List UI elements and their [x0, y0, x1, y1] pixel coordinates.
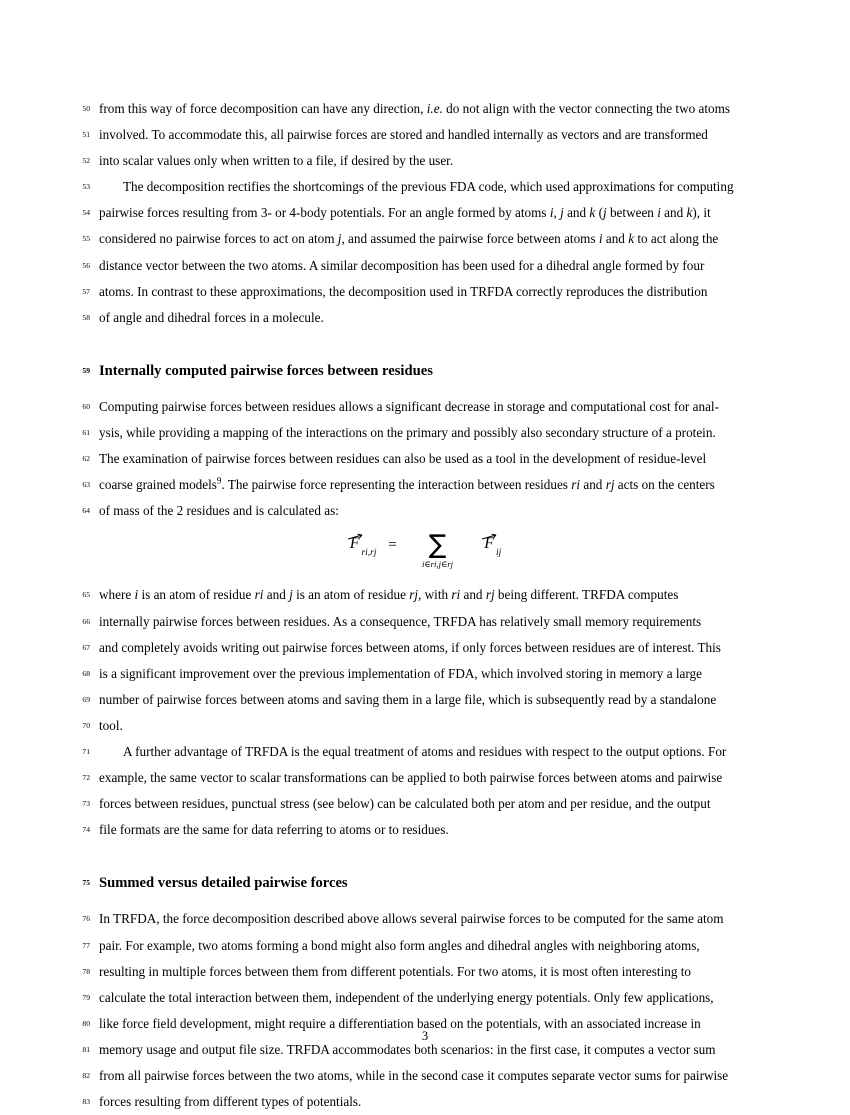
- line-text: of angle and dihedral forces in a molecule.: [99, 309, 324, 325]
- paragraph-block-section1: [82, 394, 750, 524]
- section-heading-2: [82, 870, 750, 896]
- equation-block: [99, 524, 750, 582]
- line-text: number of pairwise forces between atoms and saving them in a large file, which is subsequently read by a standalone: [99, 691, 717, 707]
- paragraph-block-intro: [82, 96, 750, 331]
- text-line: [82, 305, 750, 331]
- text-line: [82, 582, 750, 608]
- text-line: [82, 394, 750, 420]
- text-line: [82, 200, 750, 226]
- line-number: 56: [82, 260, 90, 270]
- line-number: 64: [82, 506, 90, 516]
- text-line: [82, 739, 750, 765]
- text-line: [82, 446, 750, 472]
- citation-marker[interactable]: 9: [216, 475, 222, 486]
- text-line: [82, 985, 750, 1011]
- summation-icon: ∑: [428, 530, 447, 561]
- spacer: [99, 331, 750, 358]
- line-text: A further advantage of TRFDA is the equal treatment of atoms and residues with respect to the output options. For: [123, 743, 727, 759]
- line-text: tool.: [99, 717, 123, 733]
- line-number: 82: [82, 1071, 90, 1080]
- line-number: 53: [82, 182, 90, 192]
- text-line: [82, 791, 750, 817]
- equation-rhs-subscript: ij: [496, 548, 502, 559]
- text-line: [82, 1063, 750, 1089]
- line-text: forces resulting from different types of potentials.: [99, 1094, 362, 1110]
- line-text: ysis, while providing a mapping of the interactions on the primary and possibly also secondary structure of a protein.: [99, 425, 716, 441]
- spacer: [99, 843, 750, 870]
- line-number: 69: [82, 694, 90, 704]
- line-number: 51: [82, 130, 90, 140]
- text-line: [82, 226, 750, 252]
- page-content: [82, 96, 750, 1115]
- line-number: 59: [82, 365, 90, 375]
- vector-arrow-icon: [482, 528, 498, 536]
- line-text: involved. To accommodate this, all pairwise forces are stored and handled internally as vectors and are transformed: [99, 127, 708, 143]
- line-number: 76: [82, 914, 90, 924]
- equation-rhs: [469, 535, 502, 559]
- line-number: 50: [82, 104, 90, 113]
- line-number: 60: [82, 401, 90, 411]
- section-heading-1: [82, 358, 750, 384]
- line-number: 71: [82, 746, 90, 756]
- line-text: The examination of pairwise forces between residues can also be used as a tool in the development of residue-level: [99, 451, 707, 467]
- line-number: 83: [82, 1097, 90, 1107]
- line-number: 65: [82, 590, 90, 600]
- line-number: 52: [82, 156, 90, 166]
- line-text: pairwise forces resulting from 3- or 4-body potentials. For an angle formed by atoms i, j and k (j between i and k), it: [99, 205, 711, 221]
- text-line: [82, 817, 750, 843]
- text-line: [82, 933, 750, 959]
- text-line: [82, 498, 750, 524]
- text-line: [82, 906, 750, 932]
- line-text: file formats are the same for data referring to atoms or to residues.: [99, 822, 449, 838]
- line-number: 58: [82, 312, 90, 322]
- line-text: example, the same vector to scalar transformations can be applied to both pairwise forces between atoms and pairwise: [99, 770, 723, 786]
- line-number: 80: [82, 1018, 90, 1028]
- vector-F-lhs: [349, 535, 361, 553]
- line-text: pair. For example, two atoms forming a bond might also form angles and dihedral angles with neighboring atoms,: [99, 937, 700, 953]
- line-text: In TRFDA, the force decomposition described above allows several pairwise forces to be computed for the same atom: [99, 911, 724, 927]
- text-line: [82, 1089, 750, 1115]
- line-number: 68: [82, 668, 90, 678]
- paragraph-block-section2: [82, 906, 750, 1115]
- line-number: 61: [82, 428, 90, 438]
- line-text: atoms. In contrast to these approximations, the decomposition used in TRFDA correctly reproduces the distribution: [99, 283, 708, 299]
- line-text: Computing pairwise forces between residues allows a significant decrease in storage and computational cost for anal-: [99, 398, 719, 414]
- text-line: [82, 609, 750, 635]
- text-line: [82, 765, 750, 791]
- summation-block: [410, 530, 466, 570]
- equation-formula: [349, 530, 502, 570]
- line-text: like force field development, might require a differentiation based on the potentials, with an associated increase in: [99, 1015, 701, 1031]
- line-number: 78: [82, 966, 90, 976]
- spacer: [99, 896, 750, 906]
- text-line: [82, 96, 750, 122]
- line-number: 57: [82, 286, 90, 296]
- text-line: [82, 687, 750, 713]
- paragraph-block-section1-after: [82, 582, 750, 843]
- section-heading-2-text: Summed versus detailed pairwise forces: [99, 875, 348, 892]
- text-line: [82, 122, 750, 148]
- line-number: 66: [82, 616, 90, 626]
- line-number: 72: [82, 773, 90, 783]
- line-number: 67: [82, 642, 90, 652]
- equation-operator: =: [388, 536, 397, 553]
- line-text: distance vector between the two atoms. A similar decomposition has been used for a dihedral angle formed by four: [99, 257, 705, 273]
- line-text: The decomposition rectifies the shortcomings of the previous FDA code, which used approximations for computing: [123, 179, 734, 195]
- line-number: 75: [82, 878, 90, 888]
- line-text: forces between residues, punctual stress (see below) can be calculated both per atom and per residue, and the output: [99, 796, 711, 812]
- line-text: into scalar values only when written to a file, if desired by the user.: [99, 153, 454, 169]
- line-text: considered no pairwise forces to act on atom j, and assumed the pairwise force between atoms i and k to act along the: [99, 231, 719, 247]
- line-number: 63: [82, 480, 90, 490]
- line-number: 62: [82, 454, 90, 464]
- line-number: 54: [82, 208, 90, 218]
- line-text: of mass of the 2 residues and is calculated as:: [99, 503, 339, 519]
- line-text: from this way of force decomposition can have any direction, i.e. do not align with the vector connecting the two atoms: [99, 101, 731, 116]
- text-line: [82, 253, 750, 279]
- line-text: where i is an atom of residue ri and j is an atom of residue rj, with ri and rj being different. TRFDA computes: [99, 587, 679, 603]
- line-number: 81: [82, 1044, 90, 1054]
- text-line: [82, 713, 750, 739]
- text-line: [82, 148, 750, 174]
- text-line: [82, 174, 750, 200]
- text-line: [82, 472, 750, 498]
- line-text: internally pairwise forces between residues. As a consequence, TRFDA has relatively small memory requirements: [99, 613, 702, 629]
- page-number: 3: [421, 1029, 429, 1043]
- line-number: 74: [82, 825, 90, 835]
- section-heading-1-text: Internally computed pairwise forces between residues: [99, 362, 433, 379]
- summation-limits: i∈ri,j∈rj: [421, 559, 454, 570]
- line-text: and completely avoids writing out pairwise forces between atoms, if only forces between residues are of interest. This: [99, 639, 721, 655]
- line-number: 77: [82, 940, 90, 950]
- text-line: [82, 279, 750, 305]
- text-line: [82, 661, 750, 687]
- line-text: coarse grained models$^9$. The pairwise force representing the interaction between residues ri and rj acts on the centers: [99, 475, 715, 493]
- text-line: [82, 420, 750, 446]
- line-text: resulting in multiple forces between them from different potentials. For two atoms, it is most often interesting to: [99, 963, 691, 979]
- vector-F-rhs: [483, 535, 495, 553]
- equation-rhs-symbol: F: [484, 535, 495, 553]
- line-number: 70: [82, 720, 90, 730]
- line-text: from all pairwise forces between the two atoms, while in the second case it computes separate vector sums for pairwise: [99, 1068, 729, 1083]
- line-number: 79: [82, 992, 90, 1002]
- line-text: calculate the total interaction between them, independent of the underlying energy potentials. Only few applications,: [99, 989, 714, 1005]
- text-line: [82, 635, 750, 661]
- text-line: [82, 959, 750, 985]
- equation-lhs-symbol: F: [349, 535, 360, 553]
- line-text: is a significant improvement over the previous implementation of FDA, which involved storing in memory a large: [99, 665, 702, 681]
- line-number: 55: [82, 234, 90, 244]
- vector-arrow-icon: [348, 528, 364, 536]
- spacer: [99, 384, 750, 394]
- equation-lhs: [349, 535, 377, 559]
- line-text: memory usage and output file size. TRFDA accommodates both scenarios: in the first case, it computes a vector sum: [99, 1041, 716, 1057]
- equation-lhs-subscript: ri,rj: [361, 548, 377, 559]
- line-number: 73: [82, 799, 90, 809]
